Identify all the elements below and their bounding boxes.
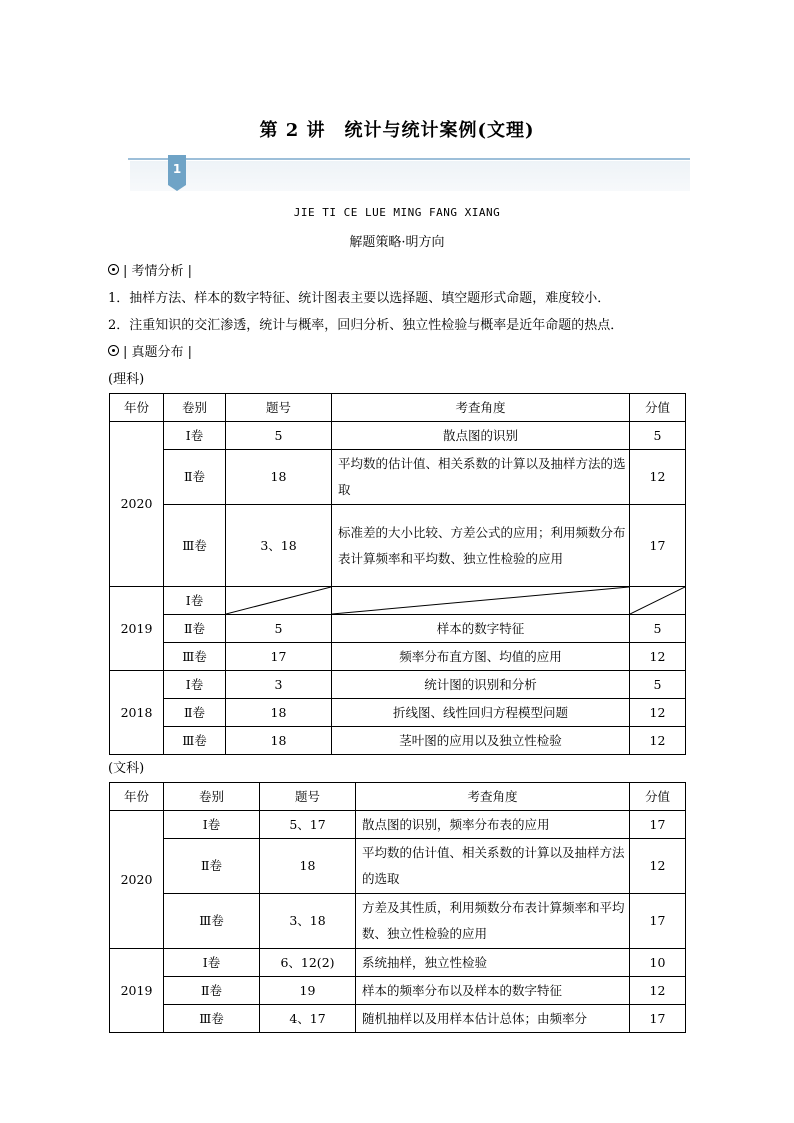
aspect-cell: 散点图的识别 (332, 422, 630, 450)
empty-diagonal-cell (332, 587, 630, 615)
header-year: 年份 (110, 394, 164, 422)
aspect-cell: 折线图、线性回归方程模型问题 (332, 699, 630, 727)
target-icon (108, 264, 119, 275)
section-subtitle: 解题策略·明方向 (349, 235, 445, 250)
target-icon (108, 345, 119, 356)
paper-cell: Ⅰ卷 (164, 422, 226, 450)
table-row (110, 894, 686, 949)
aspect-cell: 样本的频率分布以及样本的数字特征 (356, 977, 630, 1005)
analysis-item-2: 2．注重知识的交汇渗透，统计与概率，回归分析、独立性检验与概率是近年命题的热点． (108, 318, 624, 333)
table-row (110, 450, 686, 505)
paper-cell: Ⅰ卷 (164, 811, 260, 839)
aspect-cell: 样本的数字特征 (332, 615, 630, 643)
question-cell: 4、17 (260, 1005, 356, 1033)
paper-cell: Ⅰ卷 (164, 949, 260, 977)
header-paper: 卷别 (164, 394, 226, 422)
header-aspect: 考查角度 (356, 783, 630, 811)
question-cell: 5 (226, 422, 332, 450)
score-cell: 5 (630, 422, 686, 450)
score-cell: 10 (630, 949, 686, 977)
question-cell: 6、12(2) (260, 949, 356, 977)
table-row (110, 811, 686, 839)
table-row (110, 949, 686, 977)
pinyin-heading: JIE TI CE LUE MING FANG XIANG (293, 206, 501, 219)
paper-cell: Ⅲ卷 (164, 505, 226, 587)
table-row (110, 699, 686, 727)
aspect-cell: 平均数的估计值、相关系数的计算以及抽样方法的选取 (356, 839, 630, 894)
score-cell: 12 (630, 450, 686, 505)
year-cell: 2019 (110, 587, 164, 671)
paper-cell: Ⅱ卷 (164, 977, 260, 1005)
table-row (110, 671, 686, 699)
table-row (110, 587, 686, 615)
header-question: 题号 (226, 394, 332, 422)
score-cell: 12 (630, 977, 686, 1005)
score-cell: 5 (630, 671, 686, 699)
aspect-cell: 频率分布直方图、均值的应用 (332, 643, 630, 671)
table-row (110, 505, 686, 587)
aspect-cell: 系统抽样，独立性检验 (356, 949, 630, 977)
header-aspect: 考查角度 (332, 394, 630, 422)
aspect-cell: 随机抽样以及用样本估计总体；由频率分 (356, 1005, 630, 1033)
banner-shade (130, 161, 690, 191)
section-banner (128, 155, 690, 193)
question-cell: 19 (260, 977, 356, 1005)
paper-cell: Ⅱ卷 (164, 699, 226, 727)
table-row (110, 422, 686, 450)
paper-cell: Ⅲ卷 (164, 727, 226, 755)
empty-diagonal-cell (226, 587, 332, 615)
year-cell: 2020 (110, 422, 164, 587)
analysis-heading (108, 260, 192, 279)
aspect-cell: 散点图的识别，频率分布表的应用 (356, 811, 630, 839)
paper-cell: Ⅲ卷 (164, 643, 226, 671)
score-cell: 12 (630, 727, 686, 755)
science-table (109, 393, 686, 755)
arts-table (109, 782, 686, 1033)
paper-cell: Ⅱ卷 (164, 615, 226, 643)
distribution-heading-text: | 真题分布 | (123, 345, 193, 360)
empty-diagonal-cell (630, 587, 686, 615)
paper-cell: Ⅲ卷 (164, 1005, 260, 1033)
paper-cell: Ⅱ卷 (164, 839, 260, 894)
paper-cell: Ⅱ卷 (164, 450, 226, 505)
question-cell: 18 (226, 699, 332, 727)
analysis-heading-text: | 考情分析 | (123, 264, 193, 279)
table-row (110, 977, 686, 1005)
table-row (110, 643, 686, 671)
paper-cell: Ⅰ卷 (164, 587, 226, 615)
year-cell: 2018 (110, 671, 164, 755)
question-cell: 5 (226, 615, 332, 643)
question-cell: 18 (260, 839, 356, 894)
science-label: (理科) (108, 372, 145, 387)
header-score: 分值 (630, 394, 686, 422)
header-year: 年份 (110, 783, 164, 811)
banner-number: 1 (172, 162, 182, 176)
table-row (110, 1005, 686, 1033)
score-cell: 12 (630, 699, 686, 727)
score-cell: 17 (630, 505, 686, 587)
table-row (110, 615, 686, 643)
question-cell: 3、18 (260, 894, 356, 949)
score-cell: 5 (630, 615, 686, 643)
aspect-cell: 标准差的大小比较、方差公式的应用；利用频数分布表计算频率和平均数、独立性检验的应用 (332, 505, 630, 587)
year-cell: 2019 (110, 949, 164, 1033)
score-cell: 12 (630, 839, 686, 894)
table-row (110, 727, 686, 755)
question-cell: 5、17 (260, 811, 356, 839)
table-row (110, 839, 686, 894)
question-cell: 18 (226, 450, 332, 505)
aspect-cell: 统计图的识别和分析 (332, 671, 630, 699)
year-cell: 2020 (110, 811, 164, 949)
score-cell: 17 (630, 894, 686, 949)
banner-rule (128, 158, 690, 160)
header-score: 分值 (630, 783, 686, 811)
arts-label: (文科) (108, 761, 145, 776)
score-cell: 12 (630, 643, 686, 671)
paper-cell: Ⅲ卷 (164, 894, 260, 949)
aspect-cell: 平均数的估计值、相关系数的计算以及抽样方法的选取 (332, 450, 630, 505)
aspect-cell: 方差及其性质，利用频数分布表计算频率和平均数、独立性检验的应用 (356, 894, 630, 949)
paper-cell: Ⅰ卷 (164, 671, 226, 699)
score-cell: 17 (630, 811, 686, 839)
question-cell: 3 (226, 671, 332, 699)
aspect-cell: 茎叶图的应用以及独立性检验 (332, 727, 630, 755)
table-header-row (110, 394, 686, 422)
header-question: 题号 (260, 783, 356, 811)
distribution-heading (108, 341, 192, 360)
question-cell: 17 (226, 643, 332, 671)
page-title: 第 2 讲 统计与统计案例(文理) (259, 120, 535, 141)
score-cell: 17 (630, 1005, 686, 1033)
banner-badge-icon (168, 155, 186, 191)
header-paper: 卷别 (164, 783, 260, 811)
table-header-row (110, 783, 686, 811)
analysis-item-1: 1．抽样方法、样本的数字特征、统计图表主要以选择题、填空题形式命题，难度较小． (108, 291, 611, 306)
question-cell: 18 (226, 727, 332, 755)
question-cell: 3、18 (226, 505, 332, 587)
